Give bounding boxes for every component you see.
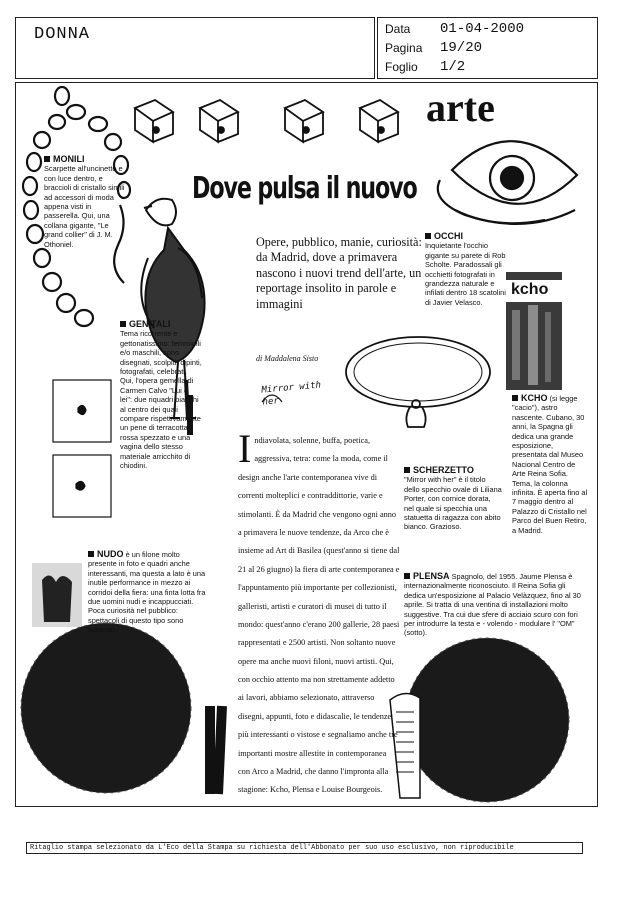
sidebar-monili xyxy=(44,155,126,249)
bullet-square xyxy=(425,233,431,239)
sidebar-occhi-title: OCCHI xyxy=(434,231,463,241)
sidebar-nudo-text: è un filone molto presente in foto e quadri anche interessanti, ma questa a lato è una inutile performance in mezzo ai corridoi della fiera: una finta lotta fra due uomini nudi e incappucciati. Poca curiosità nel pubblico: spettacoli di questo tipo sono superati. xyxy=(88,550,206,635)
mirror-illustration xyxy=(346,337,490,427)
sidebar-scherzetto-title: SCHERZETTO xyxy=(413,465,474,475)
section-logo xyxy=(426,85,495,130)
sidebar-plensa xyxy=(404,572,586,638)
eye-boxes-illustration xyxy=(135,100,398,142)
meta-value-date: 01-04-2000 xyxy=(440,21,525,37)
sidebar-scherzetto xyxy=(404,466,502,532)
sidebar-genitali xyxy=(120,320,202,471)
sidebar-scherzetto-text: "Mirror with her" è il titolo dello specchio ovale di Liliana Porter, con cornice dorata, nel quale si specchia una statuetta di ragazza con abito bianco. Grazioso. xyxy=(404,475,502,532)
meta-label-sheet: Foglio xyxy=(385,60,418,74)
sidebar-nudo xyxy=(88,550,210,635)
bullet-square xyxy=(120,321,126,327)
meta-label-page: Pagina xyxy=(385,41,423,55)
publication-name: DONNA xyxy=(34,25,91,44)
section-logo-text: arte xyxy=(426,85,495,130)
footer-notice xyxy=(26,842,583,854)
headline: Dove pulsa il nuovo xyxy=(192,171,417,206)
bullet-square xyxy=(512,395,518,401)
sidebar-kcho-title: KCHO xyxy=(521,393,548,403)
footer-notice-text: Ritaglio stampa selezionato da L'Eco della Stampa su richiesta dell'Abbonato per suo uso esclusivo, non riproducibile xyxy=(30,844,514,852)
sidebar-plensa-title: PLENSA xyxy=(413,571,450,581)
meta-value-page: 19/20 xyxy=(440,40,483,56)
drop-cap: I xyxy=(238,426,252,471)
big-eye-illustration xyxy=(438,141,577,224)
meta-label-date: Data xyxy=(385,22,411,36)
sidebar-genitali-text: Tema ricorrente e gettonatissimo: femminili e/o maschili, sono disegnati, scolpiti, dipinti, fotografati, celebrati. Qui, l'opera gemella di Carmen Calvo "Lui e lei": due riquadri bianchi al centro dei quali compare rispettivamente un pene di terracotta rossa spezzato e una vagina dello stesso materiale arricchito di chiodini. xyxy=(120,329,202,471)
bullet-square xyxy=(404,573,410,579)
bullet-square xyxy=(88,551,94,557)
framed-artworks xyxy=(53,380,111,517)
sidebar-kcho-text: (si legge "cacio"), astro nascente. Cubano, 30 anni, la Spagna gli dedica una grande esposizione, presentata dal Museo Nacional Centro de Arte Reina Sofia. Tema, la colonna infinita. È aperta fino al 7 maggio dentro al Palazzo di Cristallo nel Parco del Buen Retiro, a Madrid. xyxy=(512,394,588,535)
sidebar-occhi-text: Inquietante l'occhio gigante su parete di Rob Scholte. Paradossali gli occhietti fotografati in grandezza naturale e infilati dentro 18 scatolini di Javier Velasco. xyxy=(425,241,506,307)
byline: di Maddalena Sisto xyxy=(256,354,319,363)
kcho-photo-label: kcho xyxy=(511,281,549,298)
nude-photo xyxy=(32,563,82,627)
sidebar-genitali-title: GENITALI xyxy=(129,319,171,329)
bullet-square xyxy=(404,467,410,473)
article-body-text: ndiavolata, solenne, buffa, poetica, aggressiva, tetra: come la moda, come il design anche l'arte contemporanea vive di correnti molteplici e contraddittorie, varie e stimolanti. È da Madrid che vengono ogni anno a primavera le nuove tendenze, da Arco che è insieme ad Art di Basilea (quest'anno si tiene dal 21 al 26 giugno) la fiera di arte contemporanea e l'appuntamento più importante per collezionisti, galleristi, artisti e curatori di musei di tutto il mondo: quest'anno c'erano 200 gallerie, 28 paesi rappresentati e 2500 artisti. Non soltanto nuove opere ma anche nuovi filoni, nuovi artisti. Qui, con occhio attento ma non strettamente addetto ai lavori, abbiamo selezionato, attraverso disegni, appunti, foto e didascalie, le tendenze più interessanti o vistose e segnaliamo anche tre importanti mostre allestite in contemporanea con Arco a Madrid, che danno l'impronta alla stagione: Kcho, Plensa e Louise Bourgeois. xyxy=(238,436,400,795)
article-body xyxy=(238,426,400,798)
sidebar-nudo-title: NUDO xyxy=(97,549,124,559)
handwritten-note: Mirror with her xyxy=(261,380,322,408)
deck: Opere, pubblico, manie, curiosità: da Madrid, dove a primavera nascono i nuovi trend dell'arte, un reportage insolito in parole e immagini xyxy=(256,235,422,311)
sidebar-monili-title: MONILI xyxy=(53,154,85,164)
sidebar-occhi xyxy=(425,232,507,307)
sidebar-plensa-text: Spagnolo, del 1955. Jaume Plensa è internazionalmente riconosciuto. Il Reina Sofia gli dedica un'esposizione al Palacio Velàzquez, fino al 30 aprile. Si tratta di una ventina di installazioni molto suggestive. Tra cui due sfere di acciaio scuro con fori per introdurre la testa e - volendo - modulare l' "OM" (sotto). xyxy=(404,572,581,638)
meta-value-sheet: 1/2 xyxy=(440,59,466,75)
sidebar-monili-text: Scarpette all'uncinetto e con luce dentro, e braccioli di cristallo simili ad accessori di moda appena visti in passerella. Qui, una collana gigante, "Le grand collier" di J. M. Othoniel. xyxy=(44,164,125,249)
bullet-square xyxy=(44,156,50,162)
sidebar-kcho xyxy=(512,394,588,535)
